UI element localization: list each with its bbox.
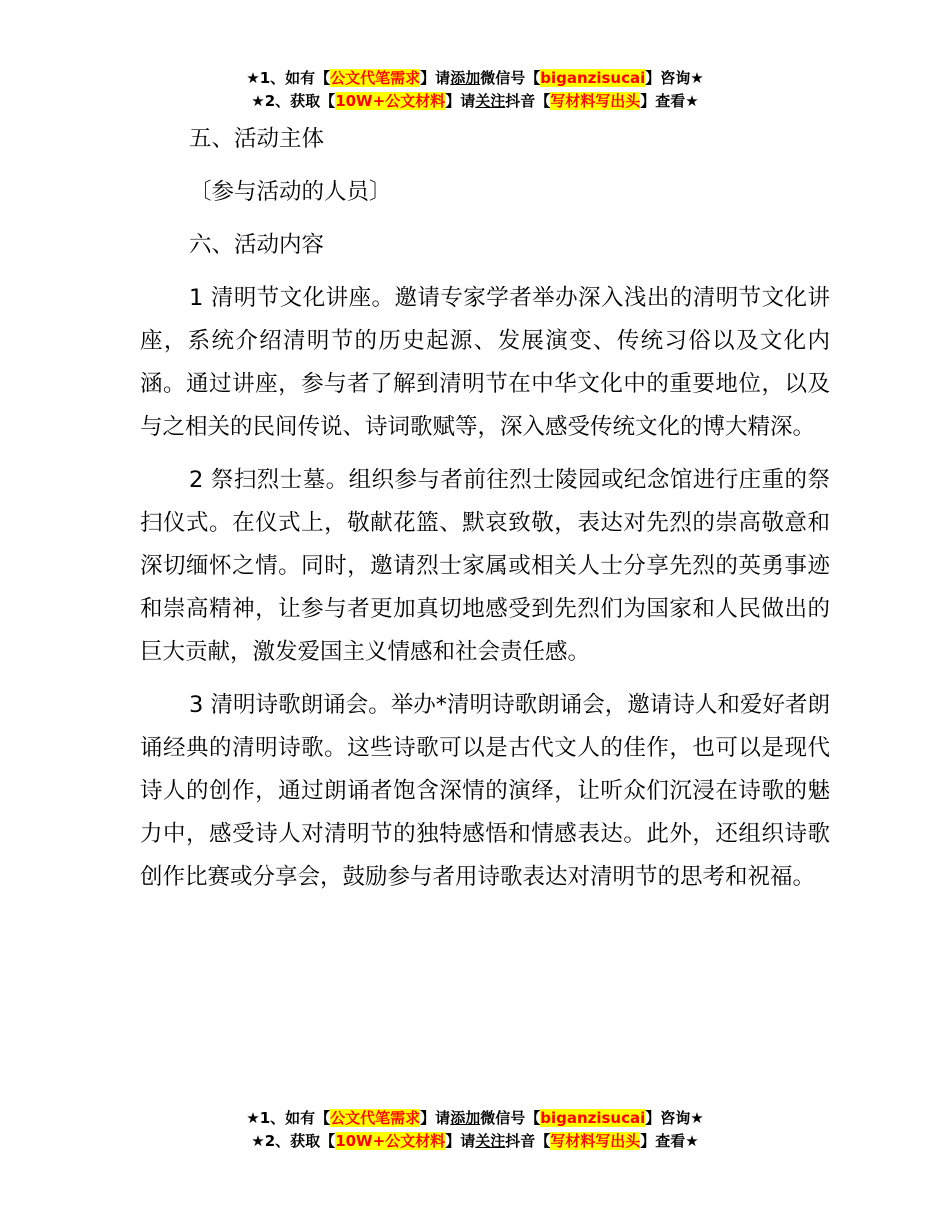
- banner-text: ★1、如有【: [246, 69, 331, 87]
- banner-line-2: [0, 1130, 950, 1153]
- banner-line-1: [0, 1107, 950, 1130]
- banner-underline: 关注: [475, 92, 506, 110]
- banner-highlight: 写材料写出头: [550, 92, 641, 110]
- banner-text: ★2、获取【: [251, 1132, 336, 1150]
- banner-text: 抖音【: [505, 92, 551, 110]
- banner-highlight: biganzisucai: [540, 1109, 646, 1127]
- header-banner: [0, 67, 950, 113]
- footer-banner: [0, 1107, 950, 1153]
- banner-text: 】请: [420, 1109, 451, 1127]
- section-heading-6: 六、活动内容: [189, 232, 325, 258]
- content-item-2: 2 祭扫烈士墓。组织参与者前往烈士陵园或纪念馆进行庄重的祭扫仪式。在仪式上，敬献花篮、默哀致敬，表达对先烈的崇高敬意和深切缅怀之情。同时，邀请烈士家属或相关人士分享先烈的英勇事迹和崇高精神，让参与者更加真切地感受到先烈们为国家和人民做出的巨大贡献，激发爱国主义情感和社会责任感。: [140, 467, 830, 665]
- banner-text: ★2、获取【: [251, 92, 336, 110]
- document-body: [140, 118, 830, 899]
- section-heading-5: 五、活动主体: [189, 126, 325, 152]
- participants-note: 〔参与活动的人员〕: [189, 179, 392, 205]
- banner-highlight: 10W+公文材料: [335, 92, 446, 110]
- banner-line-2: [0, 90, 950, 113]
- banner-underline: 添加: [450, 1109, 481, 1127]
- banner-text: 】请: [445, 1132, 476, 1150]
- banner-text: 抖音【: [505, 1132, 551, 1150]
- content-item-3: 3 清明诗歌朗诵会。举办*清明诗歌朗诵会，邀请诗人和爱好者朗诵经典的清明诗歌。这些诗歌可以是古代文人的佳作，也可以是现代诗人的创作，通过朗诵者饱含深情的演绎，让听众们沉浸在诗歌的魅力中，感受诗人对清明节的独特感悟和情感表达。此外，还组织诗歌创作比赛或分享会，鼓励参与者用诗歌表达对清明节的思考和祝福。: [140, 692, 830, 890]
- banner-text: 微信号【: [480, 69, 541, 87]
- banner-text: 】查看★: [640, 92, 699, 110]
- banner-text: 】请: [420, 69, 451, 87]
- banner-highlight: 写材料写出头: [550, 1132, 641, 1150]
- banner-highlight: 10W+公文材料: [335, 1132, 446, 1150]
- banner-text: 】请: [445, 92, 476, 110]
- banner-highlight: 公文代笔需求: [330, 69, 421, 87]
- banner-underline: 添加: [450, 69, 481, 87]
- banner-text: 微信号【: [480, 1109, 541, 1127]
- banner-highlight: 公文代笔需求: [330, 1109, 421, 1127]
- content-item-1: 1 清明节文化讲座。邀请专家学者举办深入浅出的清明节文化讲座，系统介绍清明节的历史起源、发展演变、传统习俗以及文化内涵。通过讲座，参与者了解到清明节在中华文化中的重要地位，以及与之相关的民间传说、诗词歌赋等，深入感受传统文化的博大精深。: [140, 285, 830, 440]
- banner-underline: 关注: [475, 1132, 506, 1150]
- banner-text: 】咨询★: [645, 1109, 704, 1127]
- banner-highlight: biganzisucai: [540, 69, 646, 87]
- banner-line-1: [0, 67, 950, 90]
- banner-text: ★1、如有【: [246, 1109, 331, 1127]
- banner-text: 】咨询★: [645, 69, 704, 87]
- banner-text: 】查看★: [640, 1132, 699, 1150]
